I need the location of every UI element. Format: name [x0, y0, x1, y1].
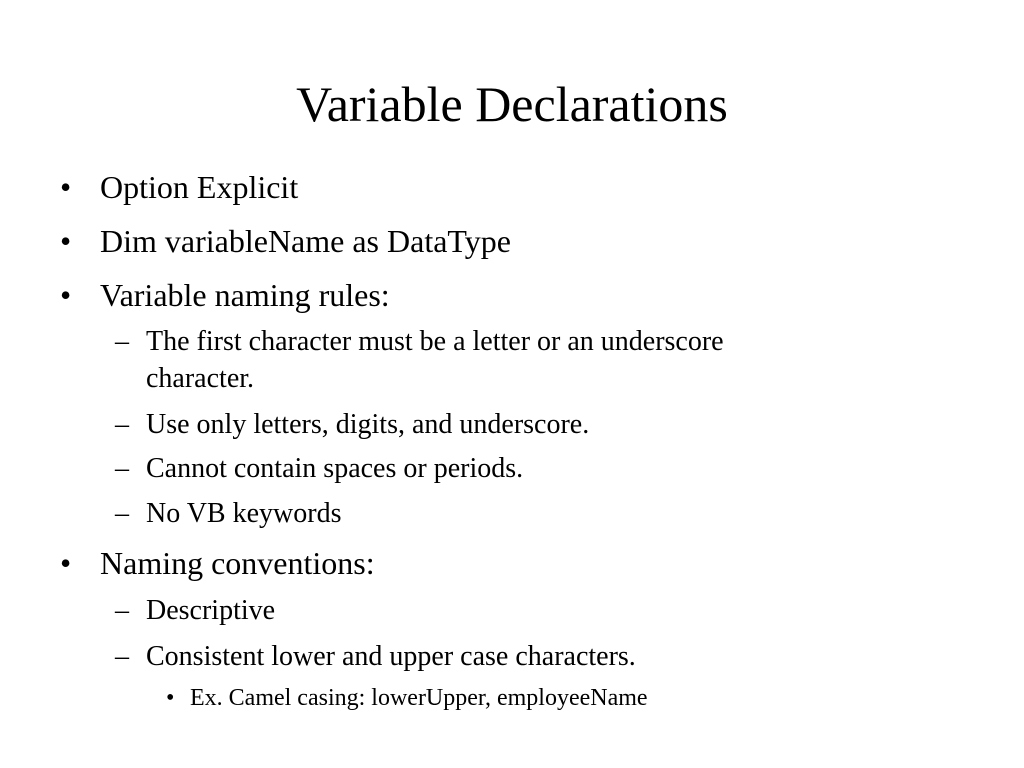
rule-first-character: The first character must be a letter or an underscore — [146, 326, 724, 357]
rule-no-keywords: No VB keywords — [146, 498, 342, 529]
bullet-marker: • — [60, 277, 72, 313]
sub-bullet-marker: – — [115, 498, 129, 529]
bullet-marker: • — [60, 169, 72, 205]
sub-bullet-marker: – — [115, 453, 129, 484]
sub-bullet-marker: – — [115, 595, 129, 626]
rule-first-character-continued: character. — [146, 363, 255, 394]
sub-bullet-marker: – — [115, 326, 129, 357]
bullet-naming-conventions: Naming conventions: — [100, 545, 375, 581]
bullet-option-explicit: Option Explicit — [100, 169, 299, 205]
rule-no-spaces: Cannot contain spaces or periods. — [146, 453, 524, 484]
rule-allowed-characters: Use only letters, digits, and underscore. — [146, 409, 590, 440]
slide-title: Variable Declarations — [296, 76, 728, 132]
convention-consistent-case: Consistent lower and upper case characters. — [146, 641, 636, 672]
sub-sub-bullet-marker: • — [166, 685, 175, 711]
sub-bullet-marker: – — [115, 409, 129, 440]
bullet-dim-statement: Dim variableName as DataType — [100, 223, 511, 259]
bullet-marker: • — [60, 545, 72, 581]
example-camel-casing: Ex. Camel casing: lowerUpper, employeeName — [190, 685, 648, 711]
convention-descriptive: Descriptive — [146, 595, 276, 626]
bullet-naming-rules: Variable naming rules: — [100, 277, 390, 313]
bullet-marker: • — [60, 223, 72, 259]
sub-bullet-marker: – — [115, 641, 129, 672]
